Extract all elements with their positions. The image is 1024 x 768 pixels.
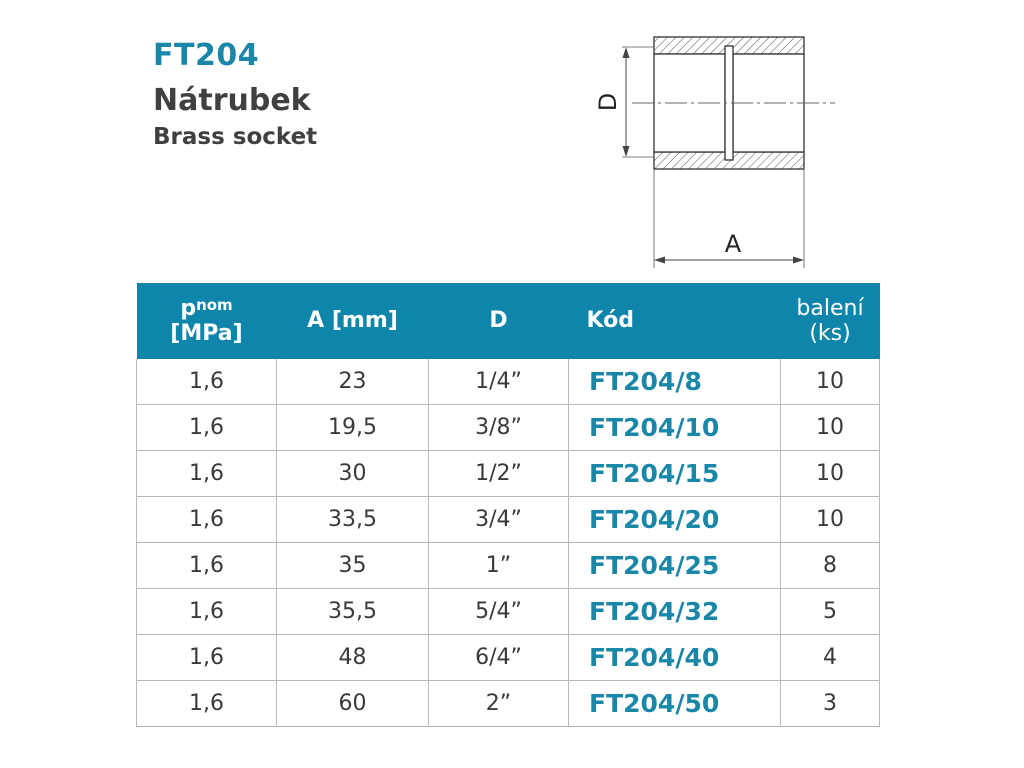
cell-packaging: 4 [781, 635, 880, 681]
cell-length-a: 30 [277, 451, 429, 497]
dimension-d-label: D [594, 92, 622, 112]
header-pressure-unit: [MPa] [170, 321, 243, 346]
cell-packaging: 10 [781, 405, 880, 451]
table-row [137, 543, 880, 589]
cell-pressure: 1,6 [137, 451, 277, 497]
header-pressure-symbol: p [180, 295, 197, 321]
cell-pressure: 1,6 [137, 681, 277, 727]
header-length-a: A [mm] [277, 283, 429, 359]
cell-length-a: 60 [277, 681, 429, 727]
header-packaging-unit: (ks) [809, 321, 851, 346]
cell-pressure: 1,6 [137, 635, 277, 681]
cell-pressure: 1,6 [137, 543, 277, 589]
table-row [137, 681, 880, 727]
product-name-english: Brass socket [153, 124, 318, 150]
cell-thread-d: 1/4” [429, 359, 569, 405]
cell-thread-d: 1/2” [429, 451, 569, 497]
table-row [137, 635, 880, 681]
socket-technical-drawing [0, 0, 1024, 290]
cell-packaging: 3 [781, 681, 880, 727]
header-packaging-label: balení [796, 295, 864, 321]
cell-pressure: 1,6 [137, 497, 277, 543]
cell-length-a: 19,5 [277, 405, 429, 451]
cell-length-a: 35,5 [277, 589, 429, 635]
cell-packaging: 10 [781, 451, 880, 497]
cell-pressure: 1,6 [137, 359, 277, 405]
dimension-d [622, 47, 654, 157]
cell-pressure: 1,6 [137, 405, 277, 451]
header-thread-d: D [429, 283, 569, 359]
cell-length-a: 33,5 [277, 497, 429, 543]
cell-packaging: 10 [781, 497, 880, 543]
cell-code: FT204/15 [569, 451, 781, 497]
cell-packaging: 5 [781, 589, 880, 635]
cell-packaging: 8 [781, 543, 880, 589]
table-row [137, 405, 880, 451]
header-pressure-subscript: nom [196, 295, 233, 314]
cell-pressure: 1,6 [137, 589, 277, 635]
table-header-row [137, 283, 880, 359]
cell-thread-d: 5/4” [429, 589, 569, 635]
cell-length-a: 35 [277, 543, 429, 589]
cell-thread-d: 6/4” [429, 635, 569, 681]
product-code-title: FT204 [153, 38, 260, 73]
header-packaging [781, 283, 880, 359]
table-row [137, 451, 880, 497]
product-name-czech: Nátrubek [153, 83, 311, 118]
cell-length-a: 48 [277, 635, 429, 681]
cell-thread-d: 3/4” [429, 497, 569, 543]
cell-length-a: 23 [277, 359, 429, 405]
dimension-a-label: A [724, 230, 742, 258]
cell-thread-d: 1” [429, 543, 569, 589]
cell-code: FT204/10 [569, 405, 781, 451]
cell-code: FT204/20 [569, 497, 781, 543]
specification-table [136, 283, 880, 727]
table-row [137, 359, 880, 405]
cell-code: FT204/8 [569, 359, 781, 405]
cell-packaging: 10 [781, 359, 880, 405]
cell-thread-d: 3/8” [429, 405, 569, 451]
cell-code: FT204/40 [569, 635, 781, 681]
cell-code: FT204/32 [569, 589, 781, 635]
cell-code: FT204/50 [569, 681, 781, 727]
header-pressure [137, 283, 277, 359]
header-code: Kód [569, 283, 781, 359]
table-row [137, 589, 880, 635]
cell-code: FT204/25 [569, 543, 781, 589]
table-row [137, 497, 880, 543]
cell-thread-d: 2” [429, 681, 569, 727]
